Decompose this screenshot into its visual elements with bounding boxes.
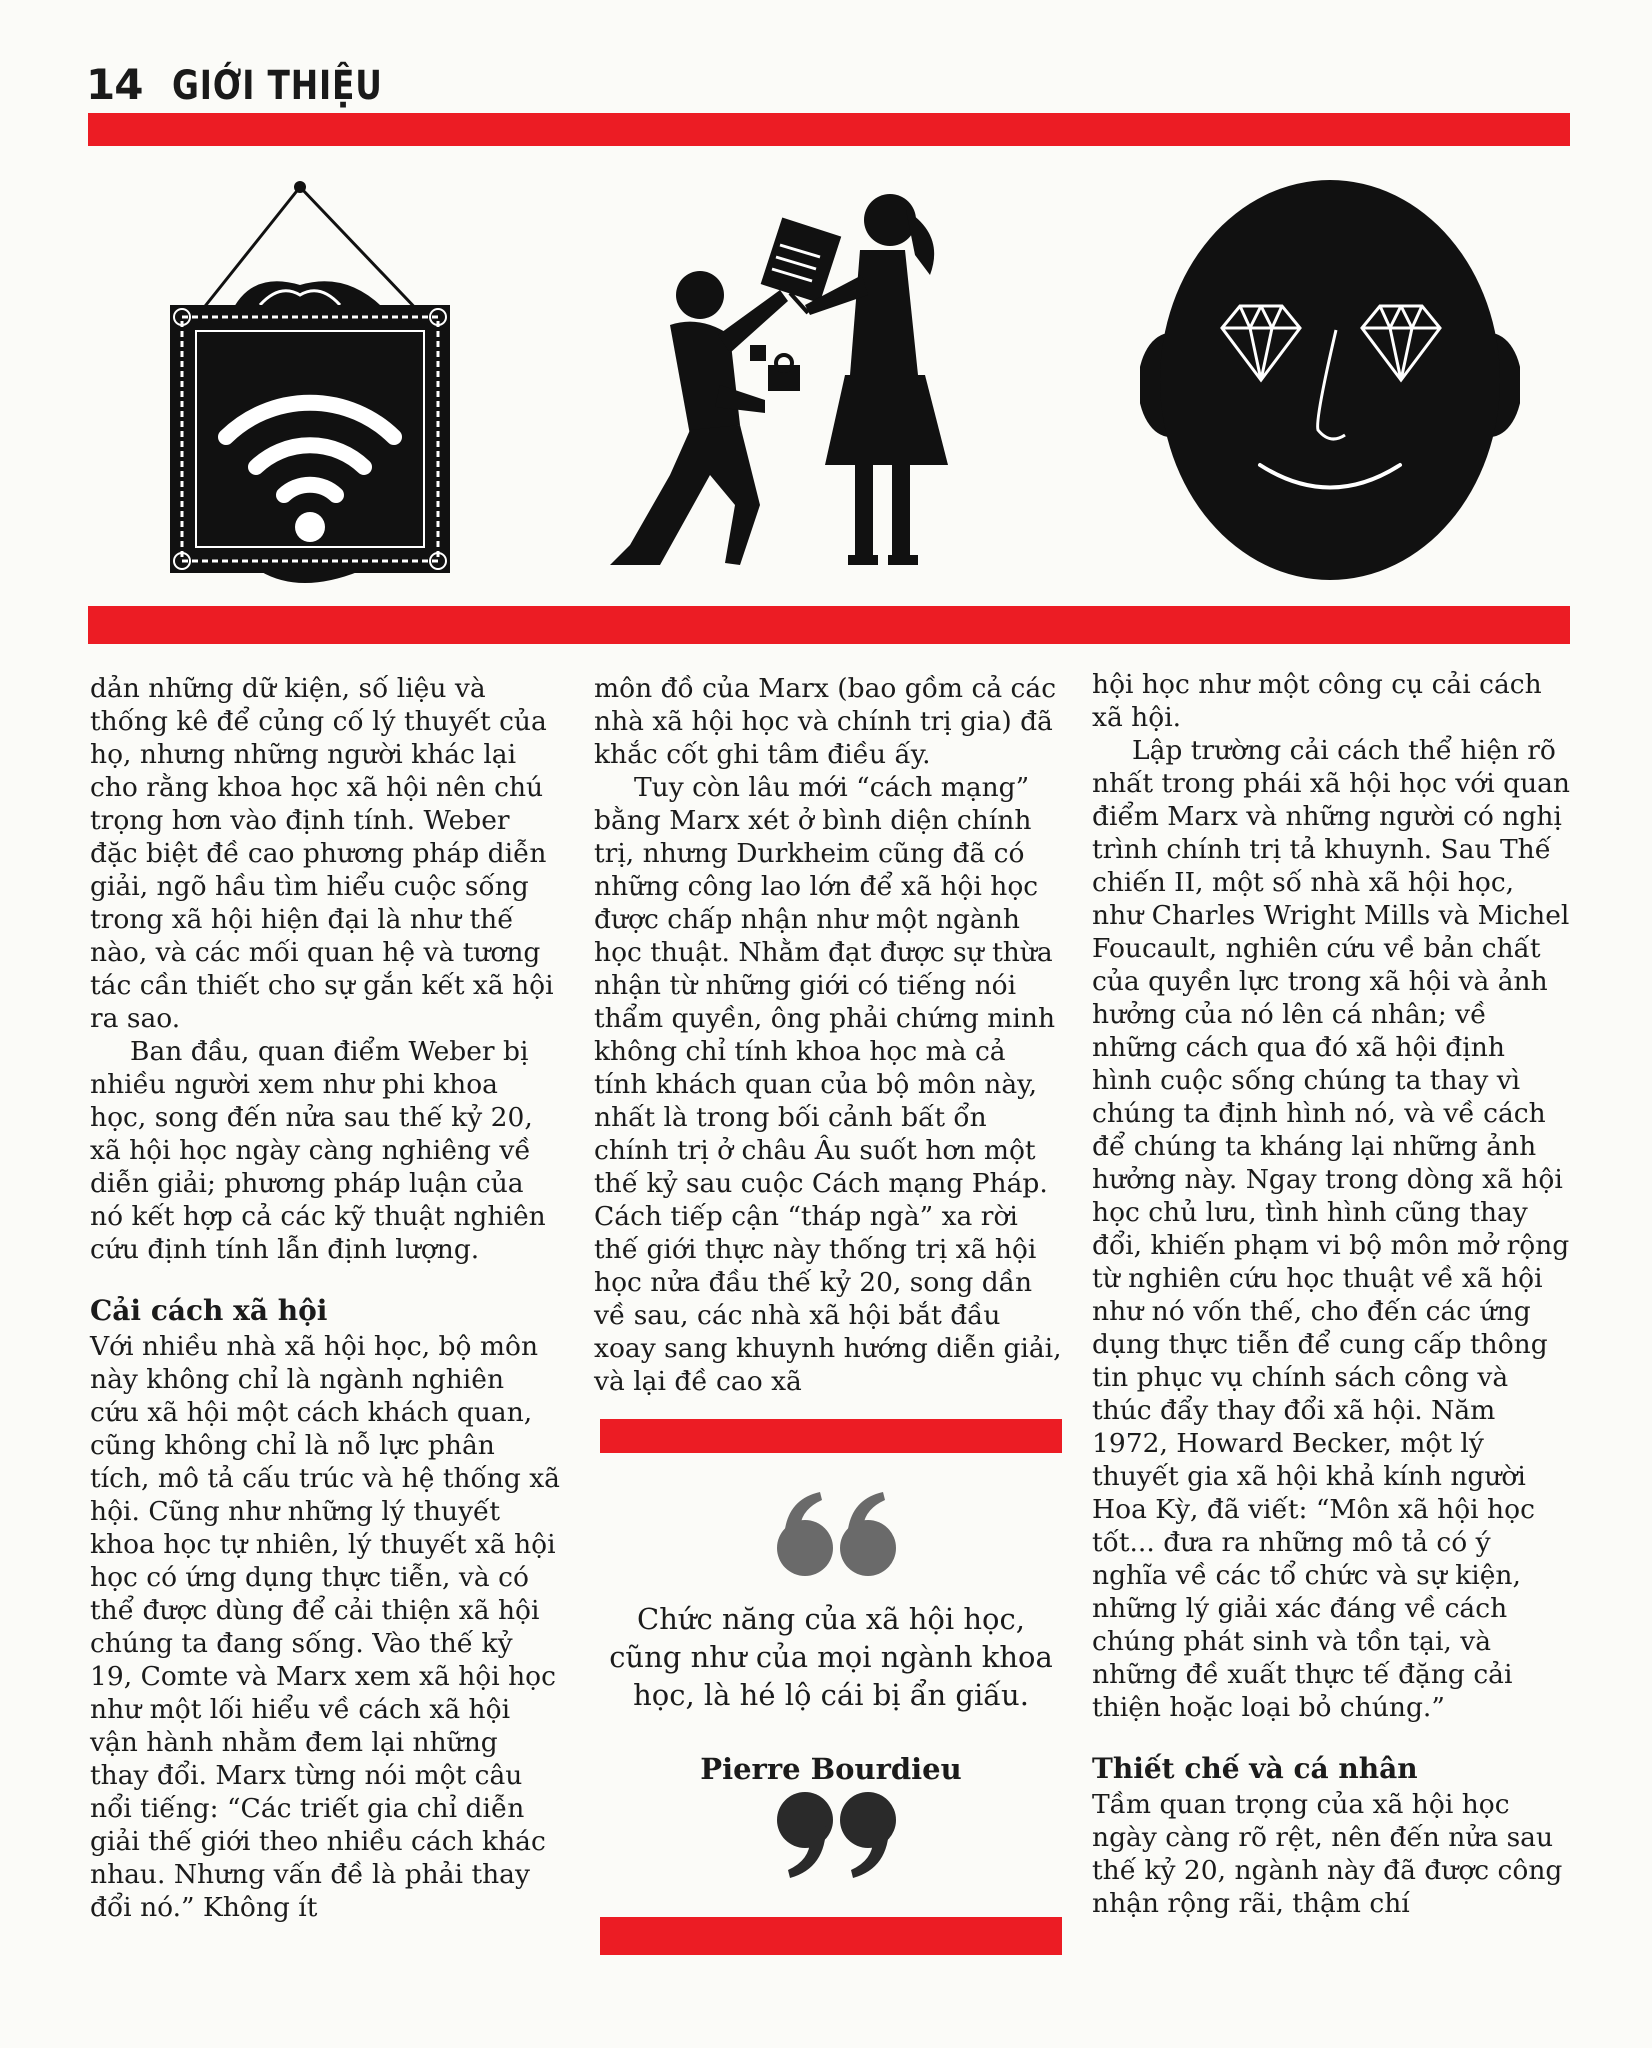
framed-wifi-icon	[160, 175, 470, 585]
text-column-2	[594, 672, 1064, 1398]
close-quote-icon	[770, 1790, 900, 1880]
paragraph: Tầm quan trọng của xã hội học ngày càng rõ rệt, nên đến nửa sau thế kỷ 20, ngành này đã được công nhận rộng rãi, thậm chí	[1092, 1789, 1563, 1919]
paragraph: Ban đầu, quan điểm Weber bị nhiều người xem như phi khoa học, song đến nửa sau thế kỷ 20, xã hội học ngày càng nghiêng về diễn giải; phương pháp luận của nó kết hợp cả các kỹ thuật nghiên cứu định tính lẫn định lượng.	[90, 1036, 546, 1265]
paragraph: hội học như một công cụ cải cách xã hội.	[1092, 669, 1542, 733]
top-red-bar	[88, 113, 1570, 146]
quote-top-red-bar	[600, 1419, 1062, 1453]
paragraph: Tuy còn lâu mới “cách mạng” bằng Marx xét ở bình diện chính trị, nhưng Durkheim cũng đã có những công lao lớn để xã hội học được chấp nhận như một ngành học thuật. Nhằm đạt được sự thừa nhận từ những giới có tiếng nói thẩm quyền, ông phải chứng minh không chỉ tính khoa học mà cả tính khách quan của bộ môn này, nhất là trong bối cảnh bất ổn chính trị ở châu Âu suốt hơn một thế kỷ sau cuộc Cách mạng Pháp. Cách tiếp cận “tháp ngà” xa rời thế giới thực này thống trị xã hội học nửa đầu thế kỷ 20, song dần về sau, các nhà xã hội bắt đầu xoay sang khuynh hướng diễn giải, và lại đề cao xã	[594, 772, 1062, 1397]
paragraph: môn đồ của Marx (bao gồm cả các nhà xã hội học và chính trị gia) đã khắc cốt ghi tâm điều ấy.	[594, 673, 1057, 770]
kneeling-man-proposal-icon	[600, 175, 1020, 575]
subheading-social-reform: Cải cách xã hội	[90, 1294, 328, 1327]
paragraph: Với nhiều nhà xã hội học, bộ môn này không chỉ là ngành nghiên cứu xã hội một cách khách quan, cũng không chỉ là nỗ lực phân tích, mô tả cấu trúc và hệ thống xã hội. Cũng như những lý thuyết khoa học tự nhiên, lý thuyết xã hội học có ứng dụng thực tiễn, và có thể được dùng để cải thiện xã hội chúng ta đang sống. Vào thế kỷ 19, Comte và Marx xem xã hội học như một lối hiểu về cách xã hội vận hành nhằm đem lại những thay đổi. Marx từng nói một câu nổi tiếng: “Các triết gia chỉ diễn giải thế giới theo nhiều cách khác nhau. Nhưng vấn đề là phải thay đổi nó.” Không ít	[90, 1331, 560, 1923]
section-title: GIỚI THIỆU	[172, 63, 384, 109]
subheading-institutions: Thiết chế và cá nhân	[1092, 1752, 1418, 1785]
page-number: 14	[86, 60, 143, 109]
paragraph: dản những dữ kiện, số liệu và thống kê để củng cố lý thuyết của họ, nhưng những người khác lại cho rằng khoa học xã hội nên chú trọng hơn vào định tính. Weber đặc biệt đề cao phương pháp diễn giải, ngõ hầu tìm hiểu cuộc sống trong xã hội hiện đại là như thế nào, và các mối quan hệ và tương tác cần thiết cho sự gắn kết xã hội ra sao.	[90, 673, 554, 1034]
quote-author: Pierre Bourdieu	[700, 1752, 962, 1786]
page-header	[86, 60, 429, 120]
text-column-3	[1092, 668, 1572, 1920]
quote-text: Chức năng của xã hội học, cũng như của mọi ngành khoa học, là hé lộ cái bị ẩn giấu.	[609, 1602, 1053, 1712]
text-column-1	[90, 672, 560, 1924]
open-quote-icon	[770, 1490, 900, 1580]
face-diamond-eyes-icon	[1140, 180, 1520, 585]
paragraph: Lập trường cải cách thể hiện rõ nhất trong phái xã hội học với quan điểm Marx và những người có nghị trình chính trị tả khuynh. Sau Thế chiến II, một số nhà xã hội học, như Charles Wright Mills và Michel Foucault, nghiên cứu về bản chất của quyền lực trong xã hội và ảnh hưởng của nó lên cá nhân; về những cách qua đó xã hội định hình cuộc sống chúng ta thay vì chúng ta định hình nó, và về cách để chúng ta kháng lại những ảnh hưởng này. Ngay trong dòng xã hội học chủ lưu, tình hình cũng thay đổi, khiến phạm vi bộ môn mở rộng từ nghiên cứu học thuật về xã hội như nó vốn thế, cho đến các ứng dụng thực tiễn để cung cấp thông tin phục vụ chính sách công và thúc đẩy thay đổi xã hội. Năm 1972, Howard Becker, một lý thuyết gia xã hội khả kính người Hoa Kỳ, đã viết: “Môn xã hội học tốt... đưa ra những mô tả có ý nghĩa về các tổ chức và sự kiện, những lý giải xác đáng về cách chúng phát sinh và tồn tại, và những đề xuất thực tế đặng cải thiện hoặc loại bỏ chúng.”	[1092, 735, 1570, 1723]
pull-quote	[600, 1470, 1062, 1910]
quote-bottom-red-bar	[600, 1917, 1062, 1955]
middle-red-bar	[88, 606, 1570, 644]
